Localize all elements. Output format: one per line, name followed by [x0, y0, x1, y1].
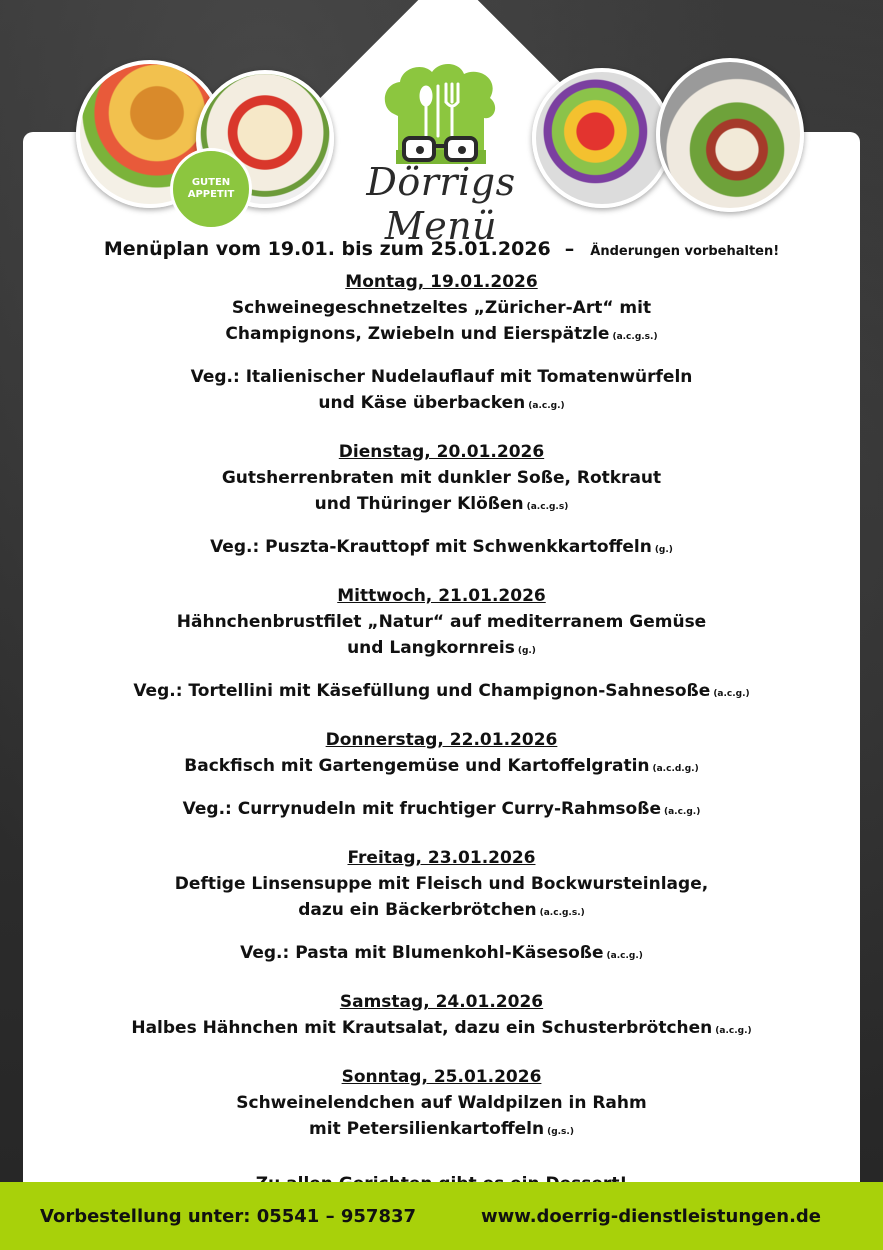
veg-dish-line: [23, 390, 860, 419]
allergen-codes: (a.c.d.g.): [652, 764, 699, 774]
main-dish-text: Backfisch mit Gartengemüse und Kartoffelgratin: [184, 756, 650, 776]
changes-note: Änderungen vorbehalten!: [590, 244, 780, 259]
allergen-codes: (a.c.g.): [606, 951, 643, 961]
veg-dish-line: [23, 940, 860, 969]
day-friday: [23, 845, 860, 969]
allergen-codes: (a.c.g.): [663, 807, 701, 817]
main-dish-line: Deftige Linsensuppe mit Fleisch und Bockwursteinlage,: [174, 874, 709, 894]
main-dish-line: [23, 1015, 860, 1044]
day-title: Montag, 19.01.2026: [345, 272, 538, 292]
day-title: Donnerstag, 22.01.2026: [325, 730, 558, 750]
day-sunday: [23, 1064, 860, 1145]
day-title: Mittwoch, 21.01.2026: [337, 586, 546, 606]
main-dish-line: [23, 753, 860, 782]
main-dish-line: [23, 635, 860, 664]
badge-line1: GUTEN: [191, 177, 231, 188]
day-title: Sonntag, 25.01.2026: [341, 1067, 542, 1087]
day-tuesday: [23, 439, 860, 563]
veg-dish-text: Veg.: Puszta-Krauttopf mit Schwenkkartoffeln: [210, 537, 652, 557]
day-monday: [23, 269, 860, 419]
main-dish-line: [23, 491, 860, 520]
main-dish-line: Hähnchenbrustfilet „Natur“ auf mediterranem Gemüse: [176, 612, 707, 632]
main-dish-text: und Langkornreis: [347, 638, 515, 658]
day-title: Freitag, 23.01.2026: [347, 848, 536, 868]
headline-dash: –: [564, 238, 575, 260]
allergen-codes: (g.s.): [547, 1127, 574, 1137]
veg-dish-text: Veg.: Currynudeln mit fruchtiger Curry-Rahmsoße: [182, 799, 661, 819]
veg-dish-line: [23, 678, 860, 707]
allergen-codes: (a.c.g.s): [526, 502, 569, 512]
veg-dish-text: Veg.: Tortellini mit Käsefüllung und Champignon-Sahnesoße: [133, 681, 711, 701]
veg-dish-line: [23, 796, 860, 825]
day-saturday: [23, 989, 860, 1044]
allergen-codes: (a.c.g.): [528, 401, 565, 411]
order-phone: Vorbestellung unter: 05541 – 957837: [40, 1205, 417, 1227]
menu-headline: [23, 232, 860, 269]
main-dish-text: dazu ein Bäckerbrötchen: [298, 900, 537, 920]
menu-content: [23, 232, 860, 1197]
day-title: Dienstag, 20.01.2026: [338, 442, 545, 462]
main-dish-line: Schweinelendchen auf Waldpilzen in Rahm: [236, 1093, 647, 1113]
day-thursday: [23, 727, 860, 825]
food-photo-carpaccio: [656, 58, 804, 212]
main-dish-line: Schweinegeschnetzeltes „Züricher-Art“ mit: [231, 298, 652, 318]
allergen-codes: (a.c.g.): [713, 689, 750, 699]
veg-dish-text: Veg.: Pasta mit Blumenkohl-Käsesoße: [240, 943, 604, 963]
website-link[interactable]: www.doerrig-dienstleistungen.de: [480, 1205, 821, 1227]
main-dish-line: Gutsherrenbraten mit dunkler Soße, Rotkraut: [221, 468, 662, 488]
veg-dish-line: [23, 534, 860, 563]
menu-title: Menüplan vom 19.01. bis zum 25.01.2026: [103, 238, 551, 260]
allergen-codes: (g.): [654, 545, 673, 555]
main-dish-line: [23, 897, 860, 926]
main-dish-text: und Thüringer Klößen: [314, 494, 524, 514]
brand-logo-text: Dörrigs Menü: [366, 160, 516, 248]
allergen-codes: (a.c.g.s.): [612, 332, 658, 342]
allergen-codes: (g.): [517, 646, 536, 656]
main-dish-text: Halbes Hähnchen mit Krautsalat, dazu ein Schusterbrötchen: [131, 1018, 713, 1038]
guten-appetit-badge: [170, 148, 252, 230]
main-dish-text: Champignons, Zwiebeln und Eierspätzle: [225, 324, 610, 344]
footer-bar: [0, 1182, 883, 1250]
veg-dish-line: Veg.: Italienischer Nudelauflauf mit Tomatenwürfeln: [190, 367, 693, 387]
day-wednesday: [23, 583, 860, 707]
main-dish-line: [23, 1116, 860, 1145]
veg-dish-text: und Käse überbacken: [318, 393, 526, 413]
day-title: Samstag, 24.01.2026: [339, 992, 544, 1012]
main-dish-text: mit Petersilienkartoffeln: [309, 1119, 545, 1139]
main-dish-line: [23, 321, 860, 350]
chef-hat-icon: [380, 62, 500, 174]
allergen-codes: (a.c.g.): [715, 1026, 752, 1036]
allergen-codes: (a.c.g.s.): [539, 908, 585, 918]
badge-line2: APPETIT: [187, 189, 235, 200]
